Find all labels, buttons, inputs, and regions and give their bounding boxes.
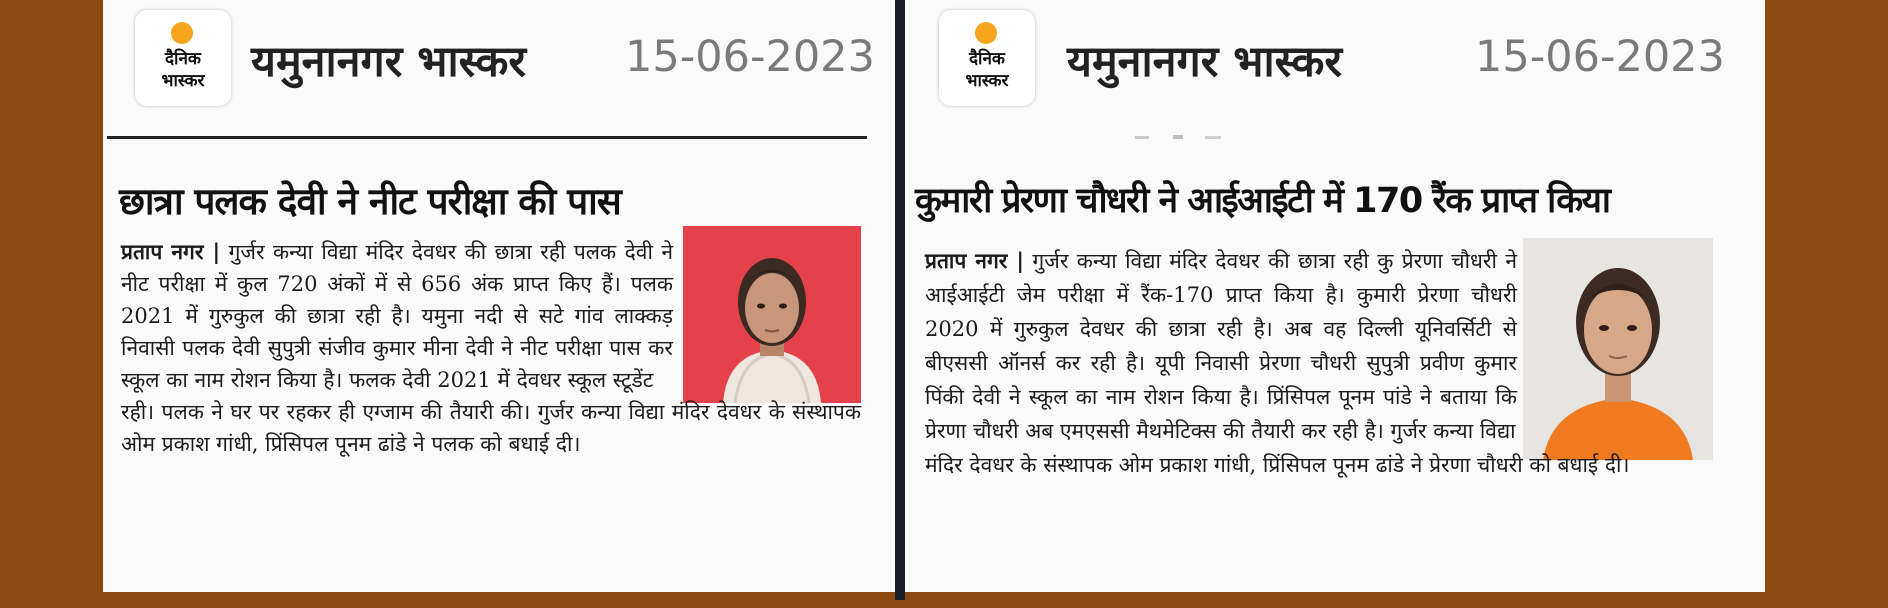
divider-strip	[895, 0, 905, 600]
clipping-header	[103, 0, 895, 128]
paper-date: 15-06-2023	[625, 32, 875, 82]
logo-line-1: दैनिक	[165, 49, 201, 69]
paper-name: यमुनानगर भास्कर	[1067, 37, 1342, 87]
sun-icon	[171, 22, 193, 44]
student-portrait	[683, 226, 861, 403]
article-dateline: प्रताप नगर |	[925, 248, 1025, 273]
article-body-bottom: मंदिर देवधर के संस्थापक ओम प्रकाश गांधी, प्रिंसिपल पूनम ढांडे ने प्रेरणा चौधरी को बधाई दी।	[925, 453, 1630, 477]
news-clipping-right	[905, 0, 1765, 592]
article-headline: छात्रा पलक देवी ने नीट परीक्षा की पास	[119, 180, 621, 223]
paper-name: यमुनानगर भास्कर	[251, 37, 526, 87]
article-headline: कुमारी प्रेरणा चौधरी ने आईआईटी में 170 रैंक प्राप्त किया	[915, 181, 1610, 221]
student-photo	[683, 226, 861, 403]
clipping-header	[905, 0, 1765, 128]
article-body: गुर्जर कन्या विद्या मंदिर देवधर की छात्रा रही पलक देवी ने नीट परीक्षा में कुल 720 अंकों में से 656 अंक प्राप्त किए हैं। पलक 2021 में गुरुकुल की छात्रा रही है। यमुना नदी से सटे गांव लाक्कड़ निवासी पलक देवी सुपुत्री संजीव कुमार मीना देवी ने नीट परीक्षा पास कर स्कूल का नाम रोशन किया है। फलक देवी 2021 में देवधर स्कूल स्टूडेंट	[121, 240, 673, 392]
article-body-top	[925, 244, 1517, 448]
student-photo	[1523, 238, 1713, 460]
header-rule	[107, 136, 867, 139]
article-body-bottom: रही। पलक ने घर पर रहकर ही एग्जाम की तैयारी की। गुर्जर कन्या विद्या मंदिर देवधर के संस्थापक ओम प्रकाश गांधी, प्रिंसिपल पूनम ढांडे ने पलक को बधाई दी।	[121, 400, 861, 456]
news-clipping-left	[103, 0, 895, 592]
student-portrait	[1523, 238, 1713, 460]
paper-date: 15-06-2023	[1475, 32, 1725, 82]
faint-print-marks	[1135, 134, 1235, 142]
logo-line-1: दैनिक	[969, 49, 1005, 69]
logo-line-2: भास्कर	[161, 71, 205, 91]
dainik-bhaskar-logo	[135, 10, 231, 106]
logo-line-2: भास्कर	[965, 71, 1009, 91]
sun-icon	[975, 22, 997, 44]
dainik-bhaskar-logo	[939, 10, 1035, 106]
article-dateline: प्रताप नगर |	[121, 239, 221, 264]
article-body: गुर्जर कन्या विद्या मंदिर देवधर की छात्रा रही कु प्रेरणा चौधरी ने आईआईटी जेम परीक्षा में रैंक-170 प्राप्त किया है। कुमारी प्रेरणा चौधरी 2020 में गुरुकुल देवधर की छात्रा रही है। अब वह दिल्ली यूनिवर्सिटी से बीएससी ऑनर्स कर रही है। यूपी निवासी प्रेरणा चौधरी सुपुत्री प्रवीण कुमार पिंकी देवी ने स्कूल का नाम रोशन किया है। प्रिंसिपल पूनम पांडे ने बताया कि प्रेरणा चौधरी अब एमएससी मैथमेटिक्स की तैयारी कर रही है। गुर्जर कन्या विद्या	[925, 249, 1517, 443]
article-body-top	[121, 236, 673, 396]
